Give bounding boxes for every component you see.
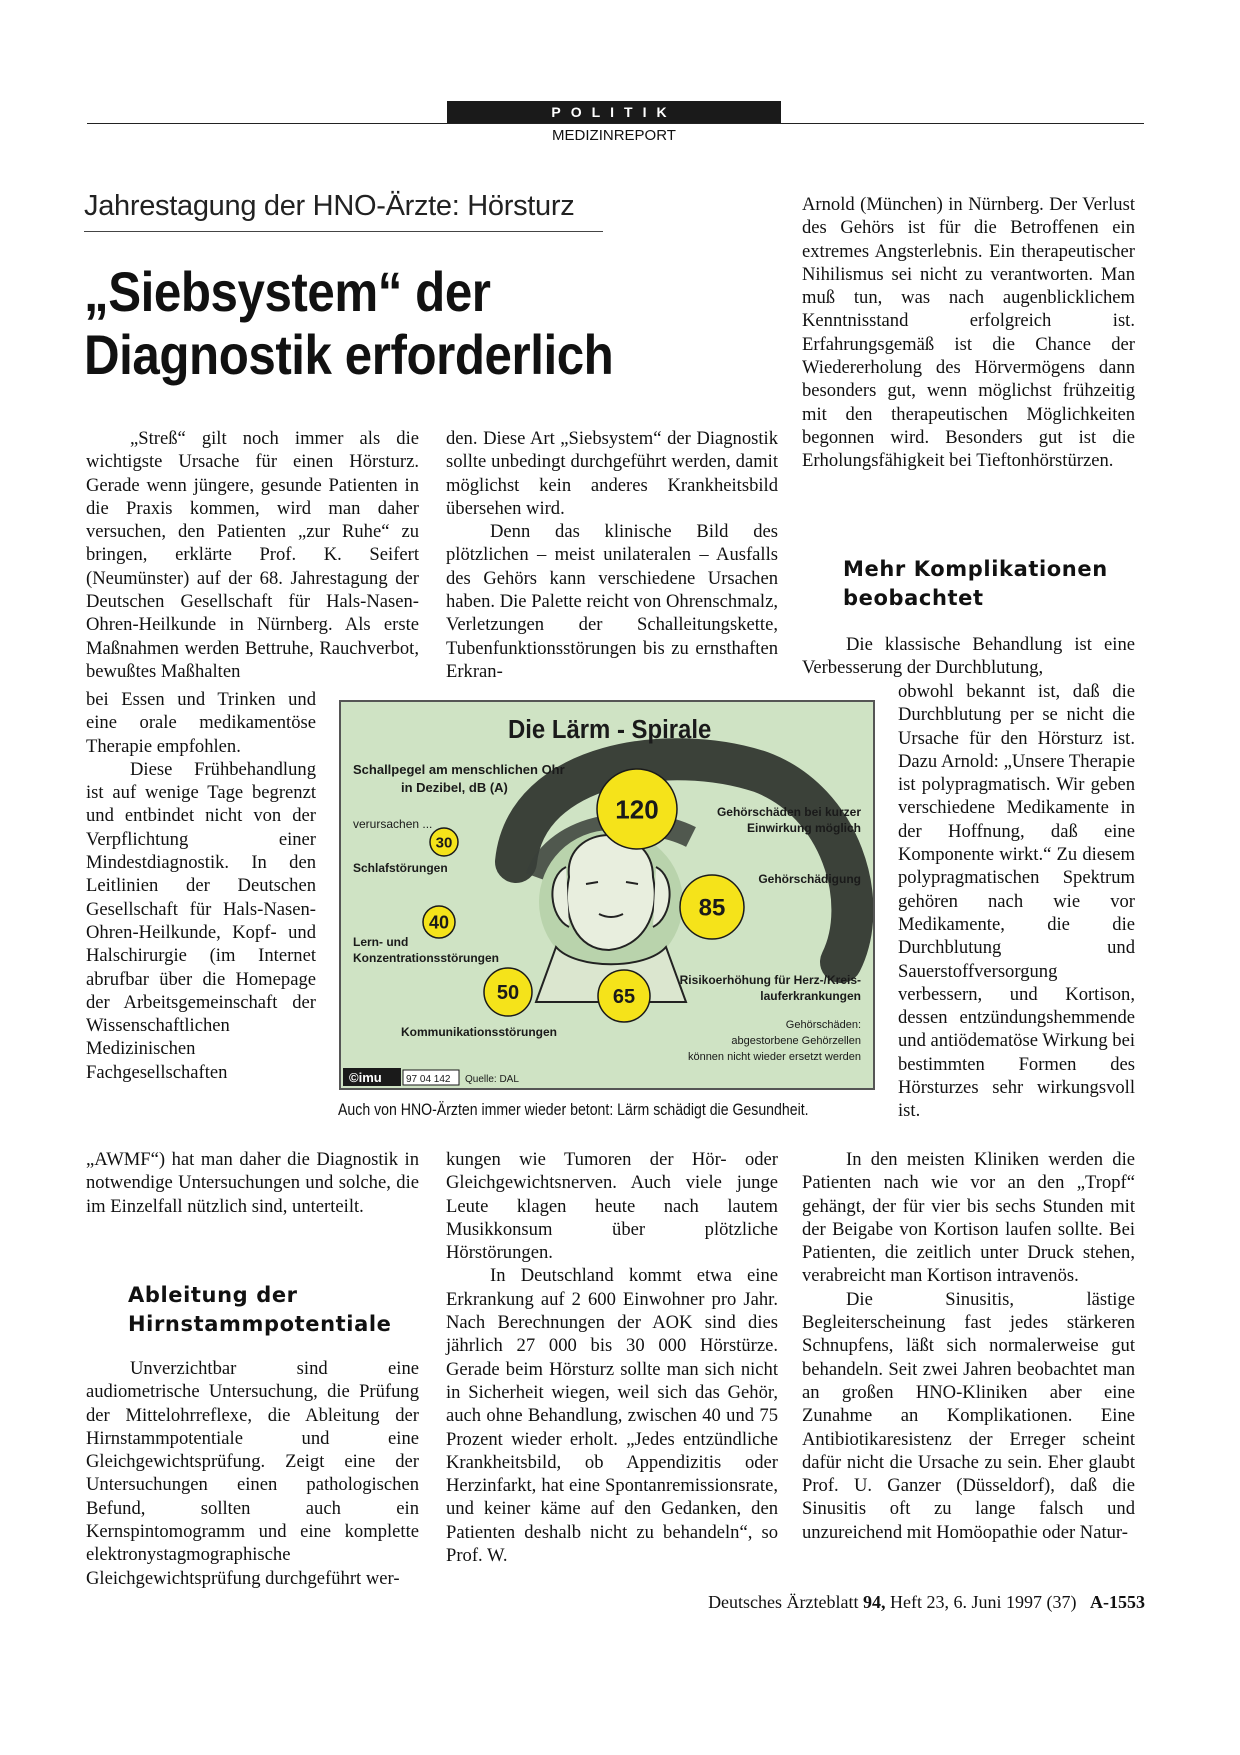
footer-volume: 94, <box>863 1592 886 1612</box>
column1-paragraph: Diese Frühbehandlung ist auf wenige Tage begrenzt und entbindet nicht von der Verpflichtung einer Mindestdiagnostik. In den Leitlinien der Deutschen Gesellschaft für Hals-Nasen-Ohren-Heilkunde, Kopf- und Halschirurgie (im Internet abrufbar über die Homepage der Arbeitsgemeinschaft der Wissenschaftlichen Medizinischen Fachgesellschaften <box>86 758 316 1083</box>
header-rule <box>87 123 1144 124</box>
column3-paragraph: Arnold (München) in Nürnberg. Der Verlust des Gehörs ist für die Betroffenen ein extremes Angsterlebnis. Ein therapeutischer Nihilismus sei nicht zu verantworten. Man muß tun, was nach augenblicklichem Kenntnisstand erfolgreich ist. Erfahrungsgemäß ist die Chance der Wiedererholung des Hörvermögens dann besonders gut, wenn möglichst frühzeitig mit den therapeutischen Möglichkeiten begonnen wird. Besonders gut ist die Erholungsfähigkeit bei Tieftonhörstürzen. <box>802 194 1135 472</box>
article-headline <box>84 260 665 386</box>
figure-caption: Auch von HNO-Ärzten immer wieder betont: Lärm schädigt die Gesundheit. <box>338 1100 809 1119</box>
column1-continued <box>86 1148 419 1218</box>
noise-spiral-graphic <box>341 702 873 1088</box>
level-label-65a: Risikoerhöhung für Herz-/Kreis- <box>679 973 861 987</box>
level-value-40: 40 <box>428 912 450 933</box>
level-label-50: Kommunikationsstörungen <box>401 1025 558 1039</box>
level-value-120: 120 <box>615 794 659 825</box>
rubric-label: MEDIZINREPORT <box>552 127 676 144</box>
column3-paragraph: In den meisten Kliniken werden die Patienten nach wie vor an den „Tropf“ gehängt, der für vier bis sechs Stunden mit der Beigabe von Kortison laufen sollte. Bei Patienten, die zeitlich unter Druck stehen, verabreicht man Kortison intravenös. <box>802 1149 1135 1287</box>
column2-bottom <box>446 1148 778 1567</box>
figure-source: Quelle: DAL <box>465 1074 519 1085</box>
level-value-85: 85 <box>698 894 726 922</box>
level-label-120b: Einwirkung möglich <box>746 821 861 835</box>
column2-paragraph: kungen wie Tumoren der Hör- oder Gleichgewichtsnerven. Auch viele junge Leute klagen heute nach lautem Musikkonsum über plötzliche Hörstörungen. <box>446 1149 778 1264</box>
column2-paragraph: den. Diese Art „Siebsystem“ der Diagnostik sollte unbedingt durchgeführt werden, damit möglichst kein anderes Krankheitsbild übersehen wird. <box>446 428 778 519</box>
kicker-underline <box>84 231 603 232</box>
column1-body <box>86 1357 419 1590</box>
level-label-30: Schlafstörungen <box>353 861 448 875</box>
column2-top <box>446 427 778 683</box>
subheading-hirnstamm: Ableitung der Hirnstammpotentiale <box>128 1283 392 1336</box>
headline-line-2: Diagnostik erforderlich <box>84 323 614 386</box>
level-label-40b: Konzentrationsstörungen <box>353 951 499 965</box>
article-kicker: Jahrestagung der HNO-Ärzte: Hörsturz <box>84 190 575 222</box>
column1-narrow <box>86 688 316 1084</box>
noise-spiral-figure <box>339 700 875 1090</box>
level-label-40a: Lern- und <box>353 935 409 949</box>
level-label-120a: Gehörschäden bei kurzer <box>716 805 861 819</box>
figure-note-1: Gehörschäden: <box>785 1019 861 1031</box>
section-label: POLITIK <box>447 101 781 123</box>
column3-top <box>802 193 1135 473</box>
level-value-65: 65 <box>612 986 636 1009</box>
column2-paragraph: Denn das klinische Bild des plötzlichen – meist unilateralen – Ausfalls des Gehörs kann verschiedene Ursachen haben. Die Palette reicht von Ohrenschmalz, Verletzungen der Schalleitungskette, Tubenfunktionsstörungen bis zu ernsthaften Erkran- <box>446 521 778 682</box>
level-value-30: 30 <box>435 834 453 852</box>
figure-code: 97 04 142 <box>406 1074 451 1085</box>
figure-note-3: können nicht wieder ersetzt werden <box>687 1051 861 1063</box>
column3-narrow <box>898 680 1135 1123</box>
figure-credit: ©imu <box>349 1070 382 1085</box>
column3-bottom <box>802 1148 1135 1544</box>
level-label-85: Gehörschädigung <box>758 872 861 886</box>
figure-subtitle-2: in Dezibel, dB (A) <box>401 780 508 795</box>
subheading-komplikationen: Mehr Komplikationen beobachtet <box>843 557 1108 610</box>
level-label-65b: lauferkrankungen <box>760 989 861 1003</box>
column3-paragraph: Die klassische Behandlung ist eine Verbesserung der Durchblutung, <box>802 634 1135 679</box>
column2-paragraph: In Deutschland kommt etwa eine Erkrankung auf 2 600 Einwohner pro Jahr. Nach Berechnungen der AOK sind dies jährlich 27 000 bis 30 000 Hörstürze. Gerade beim Hörsturz sollte man sich nicht in Sicherheit wiegen, weil sich das Gehör, auch ohne Behandlung, zwischen 40 und 75 Prozent wieder erholt. „Jedes entzündliche Krankheitsbild, ob Appendizitis oder Herzinfarkt, hat eine Spontanremissionsrate, und keiner käme auf den Gedanken, den Patienten deshalb nicht zu behandeln“, so Prof. W. <box>446 1265 778 1567</box>
headline-line-1: „Siebsystem“ der <box>84 260 491 323</box>
page-footer <box>640 1592 1145 1613</box>
column3-paragraph: obwohl bekannt ist, daß die Durchblutung per se nicht die Ursache für den Hörsturz ist. Dazu Arnold: „Unsere Therapie ist polypragmatisch. Wir geben verschiedene Medikamente in der Hoffnung, daß eine Komponente wirkt.“ Zu diesem polypragmatischen Spektrum gehören nach wie vor Medikamente, die die Durchblutung und Sauerstoffversorgung verbessern, und Kortison, dessen entzündungshemmende und antiödematöse Wirkung bei bestimmten Formen des Hörsturzes sehr wirkungsvoll ist. <box>898 681 1135 1122</box>
footer-journal: Deutsches Ärzteblatt <box>708 1592 859 1612</box>
column1-paragraph: Unverzichtbar sind eine audiometrische Untersuchung, die Prüfung der Mittelohrreflexe, die Ableitung der Hirnstammpotentiale und eine Gleichgewichtsprüfung. Zeigt eine der Untersuchungen einen pathologischen Befund, sollten auch ein Kernspintomogramm und eine komplette elektronystagmographische Gleichgewichtsprüfung durchgeführt wer- <box>86 1358 419 1589</box>
figure-cause-label: verursachen ... <box>353 817 433 831</box>
footer-page: A-1553 <box>1090 1592 1145 1612</box>
figure-subtitle-1: Schallpegel am menschlichen Ohr <box>353 762 565 777</box>
figure-note-2: abgestorbene Gehörzellen <box>731 1035 861 1047</box>
column1-paragraph: „AWMF“) hat man daher die Diagnostik in notwendige Untersuchungen und solche, die im Einzelfall nützlich sind, unterteilt. <box>86 1149 419 1217</box>
column3-full <box>802 633 1135 680</box>
column3-paragraph: Die Sinusitis, lästige Begleiterscheinung fast jedes stärkeren Schnupfens, läßt sich normalerweise gut behandeln. Seit zwei Jahren beobachtet man an großen HNO-Kliniken aber eine Zunahme an Komplikationen. Eine Antibiotikaresistenz der Erreger scheint dafür nicht die Ursache zu sein. Eher glaubt Prof. U. Ganzer (Düsseldorf), daß die Sinusitis oft zu lange falsch und unzureichend mit Homöopathie oder Natur- <box>802 1288 1135 1543</box>
column1-paragraph: „Streß“ gilt noch immer als die wichtigste Ursache für einen Hörsturz. Gerade wenn jüngere, gesunde Patienten in die Praxis kommen, wird man daher versuchen, den Patienten „zur Ruhe“ zu bringen, erklärte Prof. K. Seifert (Neumünster) auf der 68. Jahrestagung der Deutschen Gesellschaft für Hals-Nasen-Ohren-Heilkunde in Nürnberg. Als erste Maßnahmen werden Bettruhe, Rauchverbot, bewußtes Maßhalten <box>86 428 419 682</box>
footer-issue: Heft 23, 6. Juni 1997 (37) <box>890 1592 1077 1612</box>
level-value-50: 50 <box>496 982 520 1005</box>
column1-paragraph: bei Essen und Trinken und eine orale medikamentöse Therapie empfohlen. <box>86 689 316 757</box>
column1-intro <box>86 427 419 683</box>
figure-title: Die Lärm - Spirale <box>507 715 712 745</box>
